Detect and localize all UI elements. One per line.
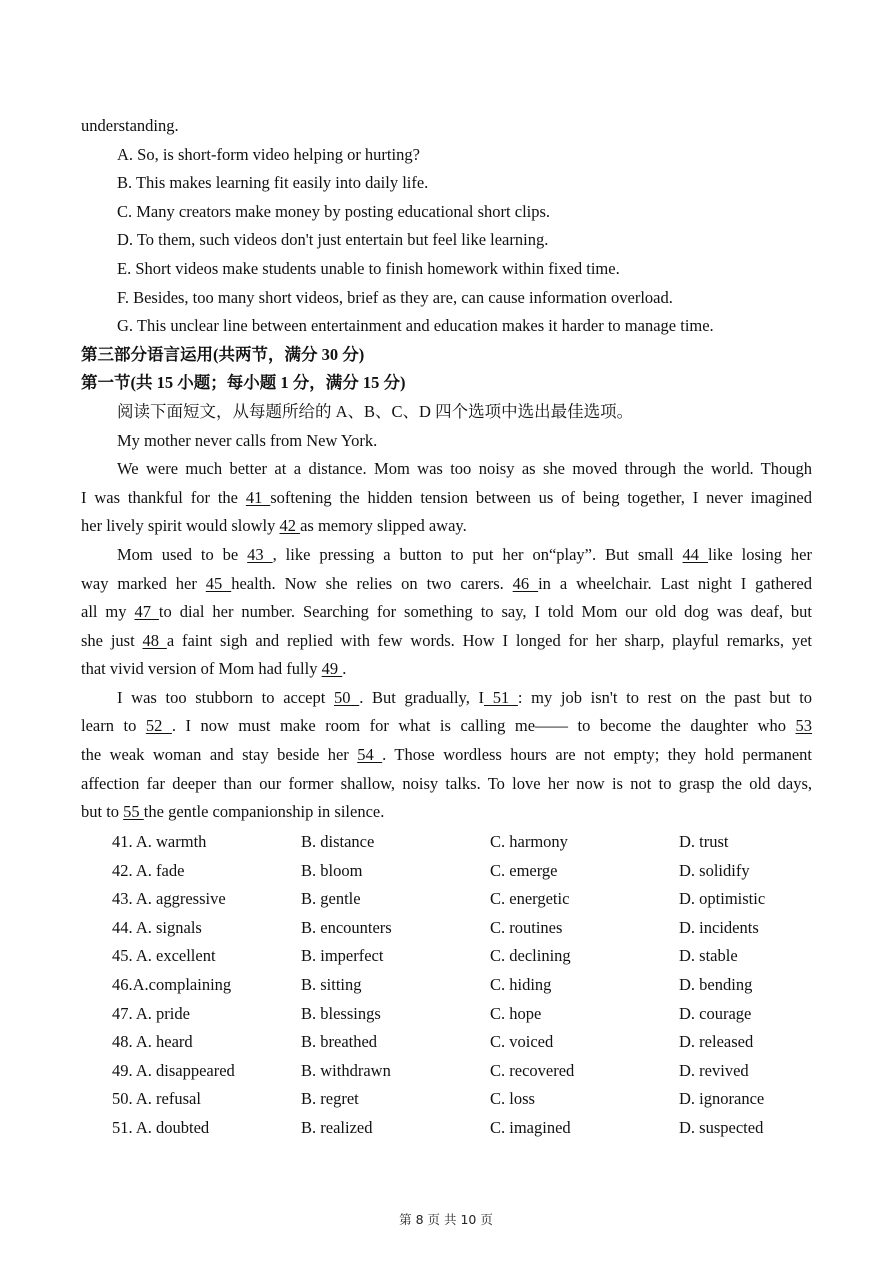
- seven-option-d: D. To them, such videos don't just entertain but feel like learning.: [117, 230, 549, 250]
- option-c: C. voiced: [490, 1032, 554, 1052]
- option-a: 49. A. disappeared: [112, 1060, 235, 1080]
- option-c: C. declining: [490, 946, 571, 966]
- passage-p1-line3: [81, 512, 812, 541]
- text: to dial her number. Searching for something to say, I told Mom our old dog was deaf, but: [158, 602, 813, 622]
- option-c: C. recovered: [490, 1060, 575, 1080]
- blank-48: 48: [142, 630, 167, 650]
- text: : my job isn't to rest on the past but to: [517, 687, 813, 707]
- blank-42: 42: [279, 516, 301, 536]
- passage-p2-line5: [81, 655, 812, 684]
- passage-p3-line1: [81, 684, 812, 713]
- option-row-50: [112, 1085, 812, 1114]
- blank-41: 41: [245, 487, 271, 507]
- page-footer: 第 8 页 共 10 页: [399, 1212, 493, 1227]
- blank-43: 43: [247, 544, 273, 564]
- option-b: B. encounters: [301, 917, 392, 937]
- option-b: B. bloom: [301, 860, 363, 880]
- intro-tail: understanding.: [81, 116, 179, 135]
- answer-options: [112, 828, 812, 1143]
- option-row-46: [112, 971, 812, 1000]
- option-b: B. withdrawn: [301, 1060, 391, 1080]
- section1-heading: 第一节(共 15 小题；每小题 1 分，满分 15 分): [81, 373, 406, 393]
- option-row-48: [112, 1028, 812, 1057]
- option-row-41: [112, 828, 812, 857]
- option-d: D. revived: [679, 1060, 749, 1080]
- text: a faint sigh and replied with few words. How I longed for her sharp, playful remarks, yet: [166, 630, 812, 650]
- option-b: B. gentle: [301, 889, 361, 909]
- option-a: 48. A. heard: [112, 1032, 193, 1052]
- text: health. Now she relies on two carers.: [231, 573, 513, 593]
- option-d: D. ignorance: [679, 1089, 765, 1109]
- blank-50: 50: [334, 687, 360, 707]
- passage-p3-line5: [81, 798, 812, 827]
- option-d: D. trust: [679, 832, 729, 851]
- option-a: 42. A. fade: [112, 860, 185, 880]
- option-d: D. bending: [679, 974, 753, 994]
- text: but to: [81, 802, 124, 822]
- text: the weak woman and stay beside her: [81, 745, 358, 765]
- seven-option-e: E. Short videos make students unable to finish homework within fixed time.: [117, 258, 620, 278]
- text: softening the hidden tension between us of being together, I never imagined: [270, 487, 813, 507]
- blank-52: 52: [145, 716, 172, 736]
- text: affection far deeper than our former shallow, noisy talks. To love her now is not to grasp the old days,: [81, 773, 812, 793]
- passage-p2-line2: [81, 570, 812, 599]
- blank-49: 49: [321, 659, 343, 679]
- seven-option-a: A. So, is short-form video helping or hurting?: [117, 144, 420, 164]
- option-d: D. stable: [679, 946, 738, 966]
- text: I was too stubborn to accept: [117, 687, 334, 707]
- option-b: B. sitting: [301, 974, 362, 994]
- passage-p3-line2: [81, 712, 812, 741]
- text: I was thankful for the: [81, 487, 246, 507]
- option-d: D. incidents: [679, 917, 759, 937]
- text: all my: [81, 602, 135, 622]
- text: . Those wordless hours are not empty; they hold permanent: [382, 745, 813, 765]
- text: the gentle companionship in silence.: [143, 802, 385, 822]
- text: Mom used to be: [117, 544, 248, 564]
- option-a: 45. A. excellent: [112, 946, 216, 966]
- option-a: 46.A.complaining: [112, 974, 232, 994]
- passage-p3-line4: [81, 770, 812, 799]
- text: learn to: [81, 716, 146, 736]
- blank-45: 45: [205, 573, 232, 593]
- passage-title-line: My mother never calls from New York.: [117, 430, 378, 450]
- option-b: B. breathed: [301, 1032, 378, 1052]
- option-row-51: [112, 1114, 812, 1143]
- option-a: 50. A. refusal: [112, 1089, 201, 1109]
- option-row-42: [112, 857, 812, 886]
- option-a: 47. A. pride: [112, 1003, 190, 1023]
- seven-option-b: B. This makes learning fit easily into daily life.: [117, 173, 429, 193]
- option-row-47: [112, 1000, 812, 1029]
- text: in a wheelchair. Last night I gathered: [538, 573, 812, 593]
- text: her lively spirit would slowly: [81, 516, 280, 536]
- option-d: D. suspected: [679, 1117, 764, 1137]
- option-c: C. hiding: [490, 974, 552, 994]
- instruction: 阅读下面短文，从每题所给的 A、B、C、D 四个选项中选出最佳选项。: [117, 401, 634, 421]
- part3-heading: 第三部分语言运用(共两节，满分 30 分): [81, 344, 365, 364]
- text: as memory slipped away.: [300, 516, 467, 536]
- option-d: D. optimistic: [679, 889, 766, 909]
- option-d: D. solidify: [679, 860, 750, 880]
- passage-p2-line1: [81, 541, 812, 570]
- option-a: 51. A. doubted: [112, 1117, 210, 1137]
- seven-option-f: F. Besides, too many short videos, brief as they are, can cause information overload.: [117, 287, 673, 307]
- blank-44: 44: [682, 544, 708, 564]
- option-row-49: [112, 1057, 812, 1086]
- option-b: B. distance: [301, 832, 375, 851]
- passage-p3-line3: [81, 741, 812, 770]
- text: that vivid version of Mom had fully: [81, 659, 322, 679]
- blank-53: 53: [795, 716, 813, 736]
- seven-option-g: G. This unclear line between entertainment and education makes it harder to manage time.: [117, 316, 714, 336]
- passage-p1-line2: [81, 484, 812, 513]
- option-c: C. hope: [490, 1003, 542, 1023]
- text: We were much better at a distance. Mom was too noisy as she moved through the world. Though: [117, 459, 812, 479]
- option-c: C. imagined: [490, 1117, 571, 1137]
- option-b: B. regret: [301, 1089, 359, 1109]
- blank-55: 55: [123, 802, 144, 822]
- option-b: B. realized: [301, 1117, 373, 1137]
- text: . But gradually, I: [359, 687, 485, 707]
- text: . I now must make room for what is calling me—— to become the daughter who: [171, 716, 796, 736]
- option-row-45: [112, 942, 812, 971]
- text: way marked her: [81, 573, 206, 593]
- passage-p1-line1: [81, 455, 812, 484]
- seven-option-c: C. Many creators make money by posting educational short clips.: [117, 201, 551, 221]
- blank-46: 46: [512, 573, 539, 593]
- text-block: [81, 112, 812, 827]
- option-row-44: [112, 914, 812, 943]
- text: , like pressing a button to put her on“play”. But small: [272, 544, 683, 564]
- blank-51: 51: [484, 687, 518, 707]
- option-row-43: [112, 885, 812, 914]
- passage-p2-line3: [81, 598, 812, 627]
- option-d: D. courage: [679, 1003, 752, 1023]
- option-c: C. harmony: [490, 832, 568, 851]
- blank-47: 47: [134, 602, 159, 622]
- option-c: C. routines: [490, 917, 563, 937]
- text: like losing her: [707, 544, 812, 564]
- option-b: B. blessings: [301, 1003, 381, 1023]
- option-a: 41. A. warmth: [112, 832, 207, 851]
- text: she just: [81, 630, 143, 650]
- option-c: C. energetic: [490, 889, 570, 909]
- option-d: D. released: [679, 1032, 754, 1052]
- passage-p2-line4: [81, 627, 812, 656]
- option-b: B. imperfect: [301, 946, 384, 966]
- option-c: C. loss: [490, 1089, 535, 1109]
- option-a: 43. A. aggressive: [112, 889, 226, 909]
- option-c: C. emerge: [490, 860, 558, 880]
- option-a: 44. A. signals: [112, 917, 202, 937]
- text: .: [342, 659, 347, 679]
- blank-54: 54: [357, 745, 383, 765]
